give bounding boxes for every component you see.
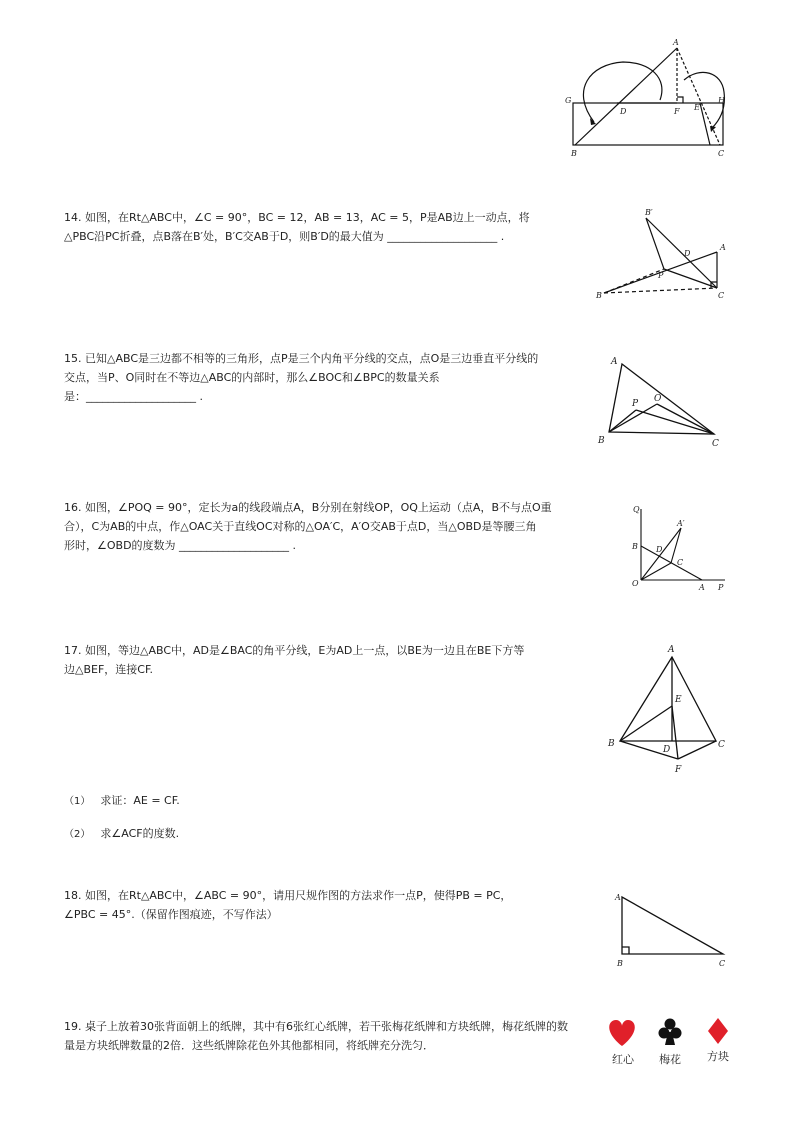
q19-line-2: 量是方块纸牌数量的2倍．这些纸牌除花色外其他都相同，将纸牌充分洗匀． (64, 1039, 434, 1052)
q16-label-B: B (632, 542, 638, 551)
q13-label-A: A (673, 38, 679, 47)
q14-label-A: A (720, 243, 726, 252)
q13-label-F: F (674, 107, 680, 116)
q14-line-2: △PBC沿PC折叠，点B落在B′处，B′C交AB于D，则B′D的最大值为 ____________________ . (64, 230, 505, 243)
q13-label-H: H (718, 96, 725, 105)
q13-label-G: G (565, 96, 572, 105)
q13-label-E: E (694, 103, 700, 112)
card-label-diamond: 方块 (707, 1050, 729, 1063)
q15-line-1: 15. 已知△ABC是三边都不相等的三角形，点P是三个内角平分线的交点，点O是三边垂直平分线的 (64, 352, 539, 365)
q17-label-E: E (675, 695, 682, 705)
q13-label-B: B (571, 149, 577, 158)
q15-label-C: C (712, 439, 719, 449)
q16-label-A: A (699, 583, 705, 592)
q15-line-3: 是：____________________ . (64, 390, 203, 403)
q18-label-B: B (617, 959, 623, 968)
q15-label-P: P (632, 399, 639, 409)
q15-line-2: 交点，当P、O同时在不等边△ABC的内部时，那么∠BOC和∠BPC的数量关系 (64, 371, 440, 384)
q17-sub-2-number: （2） (64, 829, 91, 840)
q16-line-1: 16. 如图，∠POQ = 90°，定长为a的线段端点A，B分别在射线OP，OQ上运动（点A，B不与点O重 (64, 501, 552, 514)
club-icon (659, 1019, 682, 1046)
q17-label-F: F (675, 765, 682, 775)
q17-label-C: C (718, 740, 725, 750)
q18-line-2: ∠PBC = 45°.（保留作图痕迹，不写作法） (64, 908, 278, 921)
q19-line-1: 19. 桌子上放着30张背面朝上的纸牌，其中有6张红心纸牌，若干张梅花纸牌和方块纸牌，梅花纸牌的数 (64, 1020, 568, 1033)
q18-label-A: A (615, 893, 621, 902)
q15-label-O: O (654, 394, 662, 404)
heart-icon (609, 1020, 635, 1046)
q16-label-Q: Q (633, 505, 640, 514)
q16-label-P: P (718, 583, 724, 592)
q16-line-2: 合），C为AB的中点，作△OAC关于直线OC对称的△OA′C，A′O交AB于点D，当△OBD是等腰三角 (64, 520, 537, 533)
card-label-heart: 红心 (612, 1053, 634, 1066)
q14-label-D: D (684, 249, 691, 258)
q17-label-D: D (663, 745, 671, 755)
q17-line-1: 17. 如图，等边△ABC中，AD是∠BAC的角平分线，E为AD上一点，以BE为一边且在BE下方等 (64, 644, 525, 657)
q14-label-C: C (718, 291, 725, 300)
q14-label-B: B (596, 291, 602, 300)
q16-label-O: O (632, 579, 639, 588)
q13-label-C: C (718, 149, 725, 158)
q16-line-3: 形时，∠OBD的度数为 ____________________ . (64, 539, 297, 552)
q14-label-Bp: B′ (645, 208, 653, 217)
card-label-club: 梅花 (659, 1053, 681, 1066)
q16-label-D: D (656, 545, 663, 554)
q16-label-C: C (677, 558, 684, 567)
diamond-icon (708, 1018, 728, 1044)
q18-line-1: 18. 如图，在Rt△ABC中，∠ABC = 90°，请用尺规作图的方法求作一点P，使得PB = PC， (64, 889, 512, 902)
q18-label-C: C (719, 959, 726, 968)
q17-sub-2-text: 求∠ACF的度数. (100, 827, 180, 840)
q17-label-B: B (608, 739, 615, 749)
q17-sub-1-number: （1） (64, 796, 91, 807)
q17-line-2: 边△BEF，连接CF. (64, 663, 154, 676)
q17-label-A: A (668, 645, 675, 655)
q13-label-D: D (620, 107, 627, 116)
q14-label-P: P (658, 271, 664, 280)
q15-label-A: A (611, 357, 618, 367)
q17-sub-1-text: 求证：AE = CF. (100, 794, 180, 807)
q16-label-Ap: A′ (677, 519, 685, 528)
q15-label-B: B (598, 436, 605, 446)
q14-line-1: 14. 如图，在Rt△ABC中，∠C = 90°，BC = 12，AB = 13，AC = 5，P是AB边上一动点，将 (64, 211, 530, 224)
